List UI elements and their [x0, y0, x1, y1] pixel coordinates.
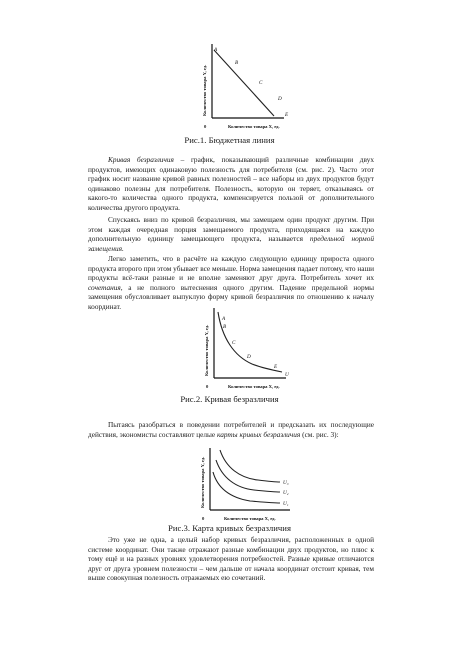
indifference-curve-u3 [220, 450, 280, 482]
paragraph-indifference-map [88, 420, 374, 439]
fig2-curve-label: U [285, 372, 289, 378]
fig2-point-a: A [222, 316, 226, 322]
p3-text-b: а не полного вытеснения одного другим. Падение предельной нормы замещения обусловливает выпуклую форму кривой безразличия по отношению к началу координат. [88, 282, 374, 311]
indifference-curve-u1 [213, 472, 280, 503]
p1-text: – график, показывающий различные комбинации двух продуктов, имеющих одинаковую полезность для потребителя (см. рис. 2). Часто этот график носит название кривой равных полезностей – все наборы из двух продуктов будут одинаково полезны для потребителя. Полезность, которую он теряет, отказываясь от какого-то количества одного продукта, компенсируется пользой от дополнительного количества другого продукта. [88, 155, 374, 212]
indifference-curve-u2 [216, 460, 280, 492]
figure-indifference-curve [192, 306, 292, 396]
paragraph-map-explanation [88, 535, 374, 583]
figure-indifference-map [186, 446, 296, 526]
fig2-x-label: Количество товара X, ед. [228, 384, 280, 389]
term-marginal-rate: предельной нормой замещения. [88, 234, 374, 253]
fig3-y-label: Количество товара Y, ед. [200, 456, 205, 508]
fig3-label-u3: U₃ [283, 480, 289, 486]
indifference-curve [218, 312, 282, 372]
fig1-origin: 0 [204, 124, 207, 129]
fig3-origin: 0 [202, 516, 205, 521]
fig2-origin: 0 [206, 384, 209, 389]
fig1-point-a: A [214, 47, 218, 53]
fig2-point-c: C [232, 340, 236, 346]
term-indifference-curve: Кривая безразличия [108, 155, 174, 164]
fig1-point-e: E [285, 112, 289, 118]
fig3-caption: Рис.3. Карта кривых безразличия [168, 523, 291, 533]
budget-line [214, 50, 274, 116]
paragraph-indifference-curve [88, 155, 374, 213]
fig2-point-b: B [223, 324, 227, 330]
fig2-y-label: Количество товара Y, ед. [204, 324, 209, 376]
p4-text: Пытаясь разобраться в поведении потребителей и предсказать их последующие действия, экономисты составляют целые [88, 420, 374, 439]
paragraph-convexity [88, 254, 374, 312]
term-indifference-map: карты кривых безразличия [216, 429, 301, 439]
p5-text: Это уже не одна, а целый набор кривых безразличия, расположенных в одной системе координат. Они также отражают разные комбинации двух продуктов, но плюс к тому ещё и на разных уровнях удовлетворения потребностей. Разные кривые отличаются друг от друга уровнем полезности – чем дальше от начала координат отстоит кривая, тем выше совокупная полезность отражаемых ею сочетаний. [88, 535, 374, 583]
figure-budget-line [190, 42, 290, 138]
fig1-point-c: C [259, 80, 263, 86]
fig1-x-label: Количество товара X, ед. [228, 124, 280, 129]
fig1-point-d: D [278, 96, 282, 102]
term-combination: сочетания, [88, 282, 123, 292]
p4-tail: (см. рис. 3): [300, 429, 339, 439]
fig2-point-e: E [274, 364, 278, 370]
paragraph-substitution [88, 215, 374, 253]
p3-text-a: Легко заметить, что в расчёте на каждую следующую единицу прироста одного продукта второго при этом убывает все меньше. Норма замещения падает потому, что наши продукты всё-таки разные и не вполне заменяют друг друга. Потребитель хочет их [88, 254, 374, 283]
fig3-label-u2: U₂ [283, 490, 289, 496]
fig2-point-d: D [247, 354, 251, 360]
fig3-x-label: Количество товара X, ед. [224, 516, 276, 521]
fig1-point-b: B [235, 60, 239, 66]
fig1-y-label: Количество товара Y, ед. [202, 64, 207, 116]
fig1-caption: Рис.1. Бюджетная линия [184, 135, 275, 145]
p2-text: Спускаясь вниз по кривой безразличия, мы замещаем один продукт другим. При этом каждая очередная порция замещаемого продукта, приходящаяся на каждую дополнительную единицу замещающего продукта, называется [88, 215, 374, 244]
fig3-label-u1: U₁ [283, 501, 289, 507]
fig2-caption: Рис.2. Кривая безразличия [180, 394, 279, 404]
